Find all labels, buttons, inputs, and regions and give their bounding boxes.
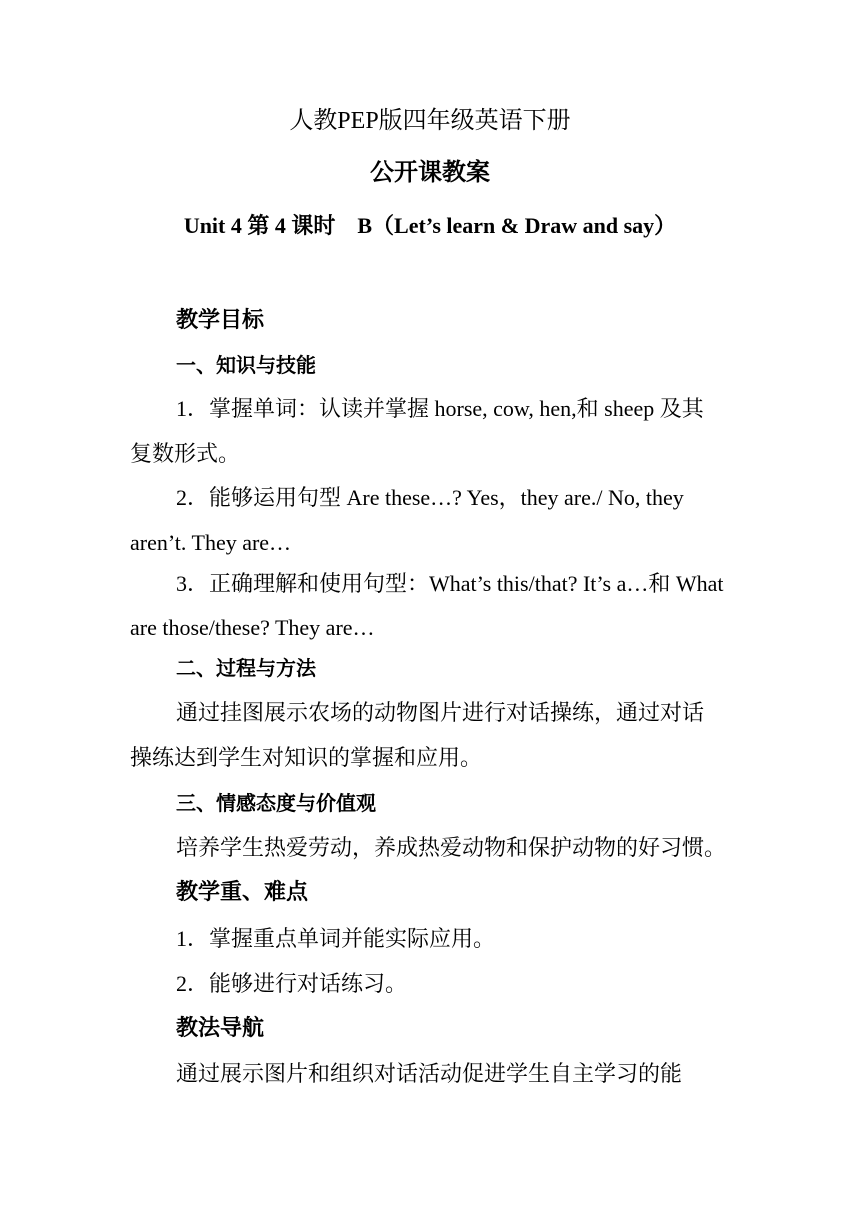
keypoint-item-1: 1．掌握重点单词并能实际应用。 — [176, 926, 496, 951]
knowledge-item-1-line-2: 复数形式。 — [130, 441, 241, 466]
document-subtitle: 公开课教案 — [370, 158, 490, 186]
objectives-heading: 教学目标 — [176, 308, 265, 333]
keypoint-item-2: 2．能够进行对话练习。 — [176, 971, 408, 996]
process-text-line-1: 通过挂图展示农场的动物图片进行对话操练，通过对话 — [176, 700, 705, 725]
knowledge-item-3-line-1: 3．正确理解和使用句型：What’s this/that? It’s a…和 What — [176, 571, 724, 596]
knowledge-item-1-line-1: 1．掌握单词：认读并掌握 horse, cow, hen,和 sheep 及其 — [176, 396, 704, 421]
keypoints-heading: 教学重、难点 — [176, 880, 309, 905]
emotion-heading: 三、情感态度与价值观 — [176, 791, 376, 815]
method-text: 通过展示图片和组织对话活动促进学生自主学习的能 — [176, 1061, 683, 1086]
knowledge-item-3-line-2: are those/these? They are… — [130, 615, 375, 640]
emotion-text: 培养学生热爱劳动，养成热爱动物和保护动物的好习惯。 — [176, 835, 727, 860]
method-heading: 教法导航 — [176, 1016, 265, 1041]
document-title: 人教PEP版四年级英语下册 — [289, 108, 571, 134]
process-text-line-2: 操练达到学生对知识的掌握和应用。 — [130, 745, 483, 770]
knowledge-heading: 一、知识与技能 — [176, 353, 316, 377]
knowledge-item-2-line-2: aren’t. They are… — [130, 530, 292, 555]
knowledge-item-2-line-1: 2．能够运用句型 Are these…? Yes，they are./ No, they — [176, 485, 684, 510]
process-heading: 二、过程与方法 — [176, 656, 316, 680]
unit-line: Unit 4 第 4 课时 B（Let’s learn & Draw and say） — [183, 213, 677, 238]
